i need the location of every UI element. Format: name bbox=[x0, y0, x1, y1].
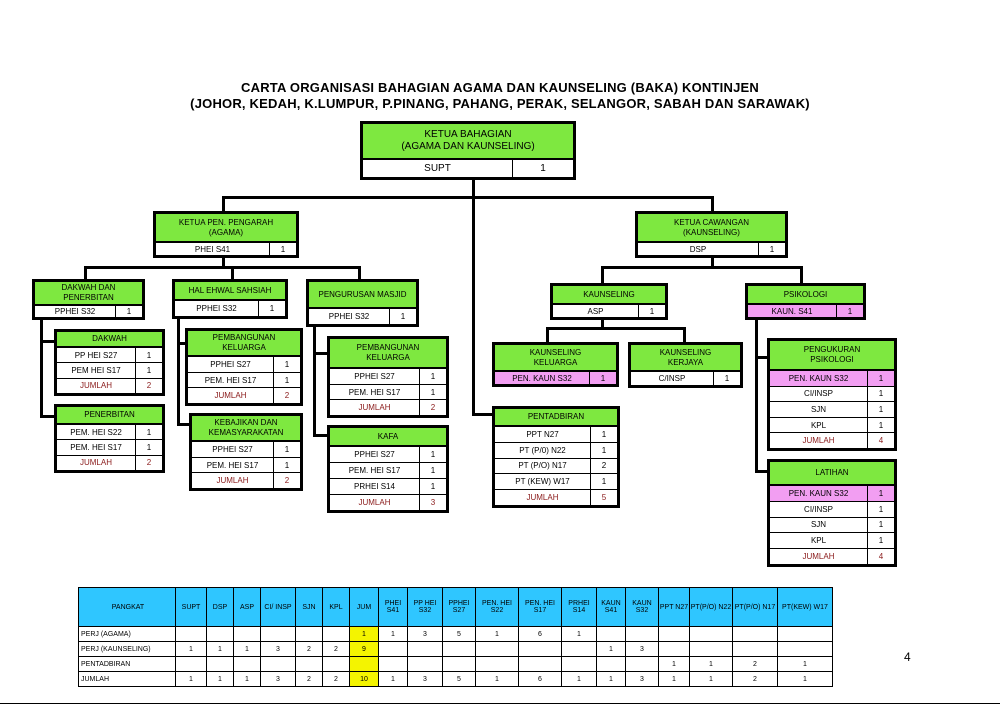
page-divider bbox=[0, 703, 1000, 704]
summary-cell bbox=[234, 657, 261, 672]
summary-header: PT(P/O) N22 bbox=[690, 588, 733, 627]
summary-header: PEN. HEI S17 bbox=[519, 588, 562, 627]
summary-cell: 1 bbox=[597, 672, 626, 687]
rank-label: C/INSP bbox=[631, 372, 714, 385]
total-label: JUMLAH bbox=[770, 433, 868, 448]
summary-cell: 6 bbox=[519, 627, 562, 642]
box-heading: PEMBANGUNAN bbox=[212, 333, 276, 342]
rank-count: 1 bbox=[724, 374, 730, 383]
connector bbox=[800, 266, 803, 284]
connector bbox=[40, 318, 43, 418]
total-count: 3 bbox=[430, 498, 436, 507]
summary-cell: 3 bbox=[626, 642, 659, 657]
rank-label: PEN. KAUN S32 bbox=[495, 372, 590, 384]
summary-cell: 1 bbox=[778, 657, 833, 672]
rank-label: PT (KEW) W17 bbox=[495, 474, 591, 489]
rank-count: 1 bbox=[601, 477, 607, 487]
box-pengurusan-masjid bbox=[306, 279, 419, 327]
rank-count: 1 bbox=[878, 504, 884, 514]
rank-count: 1 bbox=[284, 460, 290, 470]
rank-count: 1 bbox=[430, 387, 436, 397]
connector bbox=[313, 325, 316, 437]
rank-count: 1 bbox=[430, 482, 436, 491]
summary-cell bbox=[379, 657, 408, 672]
summary-cell bbox=[443, 642, 476, 657]
summary-header: PRHEI S14 bbox=[562, 588, 597, 627]
summary-cell: 1 bbox=[659, 672, 690, 687]
box-subheading: (AGAMA) bbox=[208, 227, 244, 237]
summary-row bbox=[79, 627, 833, 642]
summary-cell: 2 bbox=[733, 672, 778, 687]
rank-label: PPHEI S32 bbox=[35, 306, 116, 317]
rank-count: 1 bbox=[601, 429, 607, 439]
total-count: 5 bbox=[601, 493, 607, 503]
summary-cell bbox=[733, 627, 778, 642]
box-ketua-bahagian bbox=[360, 121, 576, 180]
rank-count: 1 bbox=[146, 442, 152, 452]
rank-label: PRHEI S14 bbox=[330, 479, 420, 494]
box-subheading: KELUARGA bbox=[533, 357, 578, 367]
rank-count: 1 bbox=[878, 420, 884, 430]
summary-header-row bbox=[79, 588, 833, 627]
summary-cell: 1 bbox=[690, 657, 733, 672]
rank-label: PPHEI S27 bbox=[330, 369, 420, 384]
box-heading: KETUA CAWANGAN bbox=[674, 217, 749, 227]
box-kaunseling-keluarga bbox=[492, 342, 619, 387]
rank-label: PPHEI S27 bbox=[188, 357, 274, 372]
summary-cell bbox=[443, 657, 476, 672]
total-label: JUMLAH bbox=[188, 388, 274, 403]
summary-header: PT(KEW) W17 bbox=[778, 588, 833, 627]
connector bbox=[755, 319, 758, 473]
box-heading: DAKWAH DAN bbox=[61, 283, 116, 292]
summary-row bbox=[79, 672, 833, 687]
summary-cell bbox=[408, 642, 443, 657]
summary-header: PHEI S41 bbox=[379, 588, 408, 627]
rank-count: 1 bbox=[146, 350, 152, 360]
rank-label: KAUN. S41 bbox=[748, 305, 837, 317]
box-heading: KAUNSELING bbox=[659, 347, 712, 357]
summary-cell: 10 bbox=[350, 672, 379, 687]
rank-count: 1 bbox=[868, 371, 894, 386]
rank-count: 1 bbox=[868, 486, 894, 501]
connector bbox=[84, 266, 360, 269]
summary-cell bbox=[562, 657, 597, 672]
box-dakwah bbox=[54, 329, 165, 396]
box-heading: HAL EHWAL SAHSIAH bbox=[188, 285, 272, 295]
box-heading: KAFA bbox=[377, 431, 399, 441]
box-subheading: KELUARGA bbox=[366, 353, 410, 362]
box-pentadbiran bbox=[492, 406, 620, 508]
box-heading: KETUA BAHAGIAN bbox=[424, 129, 512, 140]
summary-cell bbox=[519, 657, 562, 672]
summary-cell bbox=[519, 642, 562, 657]
rank-count: 1 bbox=[878, 536, 884, 546]
summary-cell bbox=[626, 657, 659, 672]
connector bbox=[222, 196, 713, 199]
summary-cell: 1 bbox=[778, 672, 833, 687]
summary-cell bbox=[234, 627, 261, 642]
summary-cell: 1 bbox=[659, 657, 690, 672]
rank-count: 1 bbox=[400, 312, 406, 321]
summary-cell: 1 bbox=[379, 672, 408, 687]
rank-label: PPHEI S32 bbox=[309, 309, 390, 324]
box-pengukuran-psikologi bbox=[767, 338, 897, 451]
rank-label: PPHEI S32 bbox=[175, 301, 259, 316]
summary-cell: 5 bbox=[443, 672, 476, 687]
box-kebajikan-kemasyarakatan bbox=[189, 413, 303, 491]
summary-cell: 9 bbox=[350, 642, 379, 657]
summary-cell bbox=[476, 642, 519, 657]
summary-row-label: PERJ (AGAMA) bbox=[79, 627, 176, 642]
summary-cell bbox=[597, 657, 626, 672]
rank-label: KPL bbox=[770, 418, 868, 433]
connector bbox=[546, 327, 686, 330]
rank-label: SJN bbox=[770, 518, 868, 533]
summary-cell: 1 bbox=[379, 627, 408, 642]
rank-count: 1 bbox=[126, 307, 132, 316]
rank-label: PEM. HEI S17 bbox=[192, 458, 274, 473]
rank-label: CI/INSP bbox=[770, 387, 868, 402]
box-subheading: (KAUNSELING) bbox=[683, 227, 740, 237]
box-hal-ehwal-sahsiah bbox=[172, 279, 288, 319]
summary-cell bbox=[690, 642, 733, 657]
rank-label: PHEI S41 bbox=[156, 243, 270, 255]
rank-label: PPHEI S27 bbox=[192, 442, 274, 457]
summary-cell bbox=[626, 627, 659, 642]
summary-header: PPHEI S27 bbox=[443, 588, 476, 627]
rank-label: PEM. HEI S22 bbox=[57, 425, 136, 439]
summary-cell bbox=[476, 657, 519, 672]
box-heading: PENGURUSAN MASJID bbox=[318, 289, 407, 299]
summary-cell: 1 bbox=[350, 627, 379, 642]
total-label: JUMLAH bbox=[770, 549, 868, 564]
total-label: JUMLAH bbox=[330, 495, 420, 510]
box-pembangunan-keluarga-1 bbox=[185, 328, 303, 406]
chart-title: CARTA ORGANISASI BAHAGIAN AGAMA DAN KAUNSELING (BAKA) KONTINJEN bbox=[241, 80, 759, 95]
summary-cell bbox=[597, 627, 626, 642]
total-count: 2 bbox=[284, 476, 290, 486]
page-number: 4 bbox=[904, 650, 911, 664]
summary-row bbox=[79, 642, 833, 657]
summary-cell: 5 bbox=[443, 627, 476, 642]
box-heading: PSIKOLOGI bbox=[783, 289, 828, 299]
rank-label: PEM. HEI S17 bbox=[330, 385, 420, 400]
summary-cell bbox=[207, 657, 234, 672]
summary-header: PP HEI S32 bbox=[408, 588, 443, 627]
summary-cell: 1 bbox=[562, 627, 597, 642]
summary-cell bbox=[323, 657, 350, 672]
total-count: 2 bbox=[146, 458, 152, 468]
summary-cell: 1 bbox=[476, 672, 519, 687]
rank-count: 1 bbox=[769, 244, 775, 254]
total-count: 2 bbox=[430, 403, 436, 413]
summary-cell: 3 bbox=[626, 672, 659, 687]
summary-cell bbox=[207, 627, 234, 642]
rank-count: 1 bbox=[430, 450, 436, 459]
summary-cell bbox=[659, 642, 690, 657]
box-heading: PENTADBIRAN bbox=[527, 412, 585, 421]
summary-cell: 2 bbox=[323, 642, 350, 657]
connector bbox=[472, 413, 494, 416]
total-count: 4 bbox=[878, 552, 884, 562]
rank-label: PPHEI S27 bbox=[330, 447, 420, 462]
box-ketua-cawangan bbox=[635, 211, 788, 258]
summary-row-label: JUMLAH bbox=[79, 672, 176, 687]
summary-cell: 1 bbox=[234, 672, 261, 687]
rank-count: 1 bbox=[590, 372, 616, 384]
rank-count: 1 bbox=[269, 304, 275, 313]
summary-cell bbox=[408, 657, 443, 672]
total-label: JUMLAH bbox=[192, 473, 274, 488]
summary-header: PANGKAT bbox=[79, 588, 176, 627]
box-subheading: KEMASYARAKATAN bbox=[208, 428, 284, 437]
total-label: JUMLAH bbox=[57, 456, 136, 470]
box-heading: KETUA PEN. PENGARAH bbox=[178, 217, 274, 227]
rank-label: PT (P/O) N17 bbox=[495, 459, 591, 474]
rank-label: PEN. KAUN S32 bbox=[770, 486, 868, 501]
connector bbox=[601, 266, 802, 269]
summary-cell bbox=[690, 627, 733, 642]
summary-header: PT(P/O) N17 bbox=[733, 588, 778, 627]
rank-count: 1 bbox=[146, 427, 152, 437]
summary-cell: 3 bbox=[261, 642, 296, 657]
rank-label: SJN bbox=[770, 402, 868, 417]
total-count: 4 bbox=[878, 436, 884, 446]
box-subheading: KERJAYA bbox=[667, 357, 704, 367]
summary-cell: 1 bbox=[597, 642, 626, 657]
summary-header: JUM bbox=[350, 588, 379, 627]
summary-cell bbox=[733, 642, 778, 657]
summary-cell: 2 bbox=[296, 642, 323, 657]
summary-cell: 3 bbox=[408, 672, 443, 687]
rank-count: 1 bbox=[540, 163, 546, 174]
rank-label: DSP bbox=[638, 243, 759, 255]
summary-cell bbox=[296, 657, 323, 672]
box-subheading: PENERBITAN bbox=[63, 293, 114, 302]
summary-header: KAUN S32 bbox=[626, 588, 659, 627]
rank-label: KPL bbox=[770, 533, 868, 548]
rank-label: ASP bbox=[553, 305, 639, 317]
summary-row-label: PENTADBIRAN bbox=[79, 657, 176, 672]
rank-count: 2 bbox=[601, 461, 607, 471]
summary-cell: 3 bbox=[261, 672, 296, 687]
connector bbox=[601, 266, 604, 284]
rank-count: 1 bbox=[837, 305, 863, 317]
rank-count: 1 bbox=[649, 306, 655, 316]
rank-count: 1 bbox=[284, 375, 290, 385]
box-heading: KEBAJIKAN DAN bbox=[214, 418, 278, 427]
connector bbox=[177, 318, 180, 426]
box-heading: KAUNSELING bbox=[583, 289, 635, 299]
rank-label: PEM HEI S17 bbox=[57, 363, 136, 377]
summary-cell: 6 bbox=[519, 672, 562, 687]
summary-header: PPT N27 bbox=[659, 588, 690, 627]
rank-count: 1 bbox=[280, 244, 286, 254]
summary-cell: 1 bbox=[562, 672, 597, 687]
summary-header: DSP bbox=[207, 588, 234, 627]
summary-cell bbox=[379, 642, 408, 657]
summary-header: SUPT bbox=[176, 588, 207, 627]
total-label: JUMLAH bbox=[330, 400, 420, 415]
box-latihan bbox=[767, 459, 897, 567]
rank-count: 1 bbox=[601, 445, 607, 455]
summary-cell bbox=[562, 642, 597, 657]
rank-count: 1 bbox=[430, 371, 436, 381]
box-kaunseling bbox=[550, 283, 668, 320]
box-subheading: PSIKOLOGI bbox=[810, 355, 854, 364]
summary-row bbox=[79, 657, 833, 672]
box-subheading: KELUARGA bbox=[222, 343, 266, 352]
total-label: JUMLAH bbox=[57, 379, 136, 393]
box-pembangunan-keluarga-2 bbox=[327, 336, 449, 418]
box-heading: PENGUKURAN bbox=[803, 345, 861, 354]
chart-subtitle: (JOHOR, KEDAH, K.LUMPUR, P.PINANG, PAHANG, PERAK, SELANGOR, SABAH DAN SARAWAK) bbox=[190, 96, 810, 111]
summary-cell bbox=[176, 627, 207, 642]
summary-header: CI/ INSP bbox=[261, 588, 296, 627]
connector bbox=[472, 180, 475, 415]
summary-cell bbox=[261, 627, 296, 642]
summary-cell bbox=[176, 657, 207, 672]
summary-cell: 1 bbox=[207, 642, 234, 657]
summary-cell bbox=[296, 627, 323, 642]
summary-header: ASP bbox=[234, 588, 261, 627]
box-penerbitan bbox=[54, 404, 165, 473]
summary-cell: 2 bbox=[323, 672, 350, 687]
rank-count: 1 bbox=[430, 466, 436, 475]
rank-count: 1 bbox=[878, 404, 884, 414]
rank-count: 1 bbox=[284, 359, 290, 369]
summary-cell bbox=[659, 627, 690, 642]
box-heading: DAKWAH bbox=[92, 334, 127, 343]
summary-cell bbox=[350, 657, 379, 672]
rank-label: PT (P/0) N22 bbox=[495, 443, 591, 458]
box-kaunseling-kerjaya bbox=[628, 342, 743, 388]
box-ketua-pen-pengarah bbox=[153, 211, 299, 258]
rank-label: PEN. KAUN S32 bbox=[770, 371, 868, 386]
summary-cell: 1 bbox=[476, 627, 519, 642]
rank-label: PPT N27 bbox=[495, 427, 591, 442]
box-heading: PEMBANGUNAN bbox=[356, 343, 420, 352]
box-heading: PENERBITAN bbox=[84, 410, 135, 419]
summary-cell: 2 bbox=[296, 672, 323, 687]
rank-count: 1 bbox=[878, 520, 884, 530]
summary-header: KAUN S41 bbox=[597, 588, 626, 627]
summary-header: KPL bbox=[323, 588, 350, 627]
summary-table bbox=[78, 587, 833, 687]
box-psikologi bbox=[745, 283, 866, 320]
total-label: JUMLAH bbox=[495, 490, 591, 505]
rank-count: 1 bbox=[146, 365, 152, 375]
summary-row-label: PERJ (KAUNSELING) bbox=[79, 642, 176, 657]
summary-cell: 2 bbox=[733, 657, 778, 672]
rank-label: PEM. HEI S17 bbox=[330, 463, 420, 478]
summary-cell: 1 bbox=[176, 672, 207, 687]
rank-label: PEM. HEI S17 bbox=[188, 373, 274, 388]
summary-cell: 3 bbox=[408, 627, 443, 642]
summary-cell bbox=[778, 627, 833, 642]
rank-count: 1 bbox=[284, 444, 290, 454]
summary-cell: 1 bbox=[207, 672, 234, 687]
rank-count: 1 bbox=[878, 389, 884, 399]
summary-cell bbox=[323, 627, 350, 642]
total-count: 2 bbox=[284, 391, 290, 401]
summary-cell: 1 bbox=[690, 672, 733, 687]
rank-label: PEM. HEI S17 bbox=[57, 440, 136, 454]
summary-cell bbox=[261, 657, 296, 672]
summary-cell: 1 bbox=[234, 642, 261, 657]
summary-cell bbox=[778, 642, 833, 657]
summary-cell: 1 bbox=[176, 642, 207, 657]
summary-header: SJN bbox=[296, 588, 323, 627]
summary-header: PEN. HEI S22 bbox=[476, 588, 519, 627]
rank-label: PP HEI S27 bbox=[57, 348, 136, 362]
box-heading: KAUNSELING bbox=[529, 347, 582, 357]
rank-label: CI/INSP bbox=[770, 502, 868, 517]
total-count: 2 bbox=[146, 381, 152, 391]
box-subheading: (AGAMA DAN KAUNSELING) bbox=[401, 141, 535, 152]
box-heading: LATIHAN bbox=[815, 468, 849, 477]
box-dakwah-penerbitan bbox=[32, 279, 145, 320]
rank-label: SUPT bbox=[363, 160, 513, 177]
box-kafa bbox=[327, 425, 449, 513]
